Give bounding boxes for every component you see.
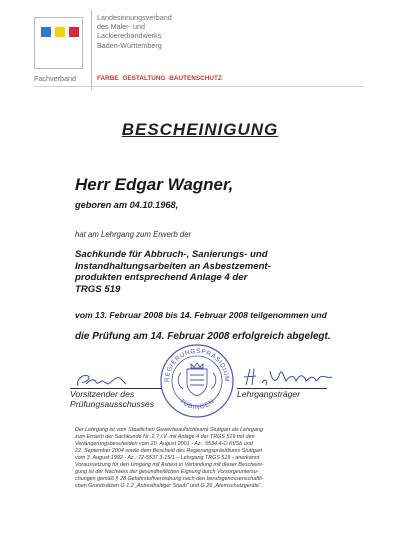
footer-line: vom 3. August 1992 - Az.: 72-5537.3-15/1 – Lehrgang TRGS 519 - anerkannt. <box>75 454 261 461</box>
certificate-title: BESCHEINIGUNG <box>121 120 279 139</box>
role-line: Vorsitzender des <box>70 389 135 399</box>
footer-line: chen Grundsätzen G 1.2 „Asbesthaltiger Staub“ und G 26 „Atemschutzgeräte“. <box>75 482 263 489</box>
provider-signature <box>240 365 338 390</box>
seal-top-text: REGIERUNGSPRÄSIDIUM <box>163 347 231 383</box>
course-intro: hat am Lehrgang zum Erwerb der <box>75 230 192 239</box>
subject-line: TRGS 519 <box>75 283 121 295</box>
association-line: Lackiererhandwerks <box>97 31 162 41</box>
header-divider <box>34 86 364 87</box>
fachverband-label: Fachverband <box>34 74 76 83</box>
subject-line: produkten entsprechend Anlage 4 der <box>75 272 248 283</box>
course-subject <box>75 249 271 295</box>
provider-role: Lehrgangsträger <box>237 389 301 399</box>
association-line: Landesinnungsverband <box>97 13 172 22</box>
footer-line: zum Erwerb der Sachkunde Nr. 2.7 i.V. mit Anlage 4 der TRGS 519 mit den <box>75 433 255 440</box>
footer-line: 22. September 2004 sowie dem Bescheid des Regierungspräsidiums Stuttgart <box>75 447 262 454</box>
header-divider-vertical <box>91 10 92 90</box>
logo-red-square <box>69 27 79 37</box>
accreditation-note <box>75 427 347 462</box>
official-seal <box>159 343 235 419</box>
footer-line: gung ist der Nachweis der gesundheitlichen Eignung durch Vorsorgeuntersu- <box>75 468 259 475</box>
birth-date: geboren am 04.10.1968, <box>75 200 179 210</box>
association-logo <box>34 17 83 69</box>
footer-line: chungen gemäß § 28 Gefahrstoffverordnung nach den berufsgenossenschaftli- <box>75 475 264 482</box>
association-line: des Maler- und <box>97 22 145 32</box>
requirements-note <box>75 462 347 490</box>
course-dates: vom 13. Februar 2008 bis 14. Februar 2008 teilgenommen und <box>75 310 327 320</box>
seal-bottom-text: TÜBINGEN <box>177 397 217 412</box>
subject-line: Instandhaltungsarbeiten an Asbestzement- <box>75 260 271 272</box>
role-line: Prüfungsausschusses <box>70 399 155 409</box>
footer-line: Verlängerungsbescheiden vom 20. August 2001 - Az.: 5534.4-O Kt/Sb und <box>75 440 253 447</box>
recipient-name: Herr Edgar Wagner, <box>75 175 234 194</box>
exam-result: die Prüfung am 14. Februar 2008 erfolgreich abgelegt. <box>75 331 331 342</box>
chairman-role <box>70 389 154 409</box>
footer-line: Voraussetzung für den Umgang mit Asbest in Verbindung mit dieser Bescheini- <box>75 462 264 468</box>
logo-blue-square <box>41 27 51 37</box>
association-line: Baden-Württemberg <box>97 40 162 50</box>
association-name <box>97 13 172 50</box>
subject-line: Sachkunde für Abbruch-, Sanierungs- und <box>75 249 268 260</box>
tagline: FARBE GESTALTUNG BAUTENSCHUTZ <box>97 75 222 82</box>
logo-yellow-square <box>55 27 65 37</box>
footer-line: Der Lehrgang ist vom Staatlichen Gewerbeaufsichtsamt Stuttgart als Lehrgang <box>75 427 263 433</box>
